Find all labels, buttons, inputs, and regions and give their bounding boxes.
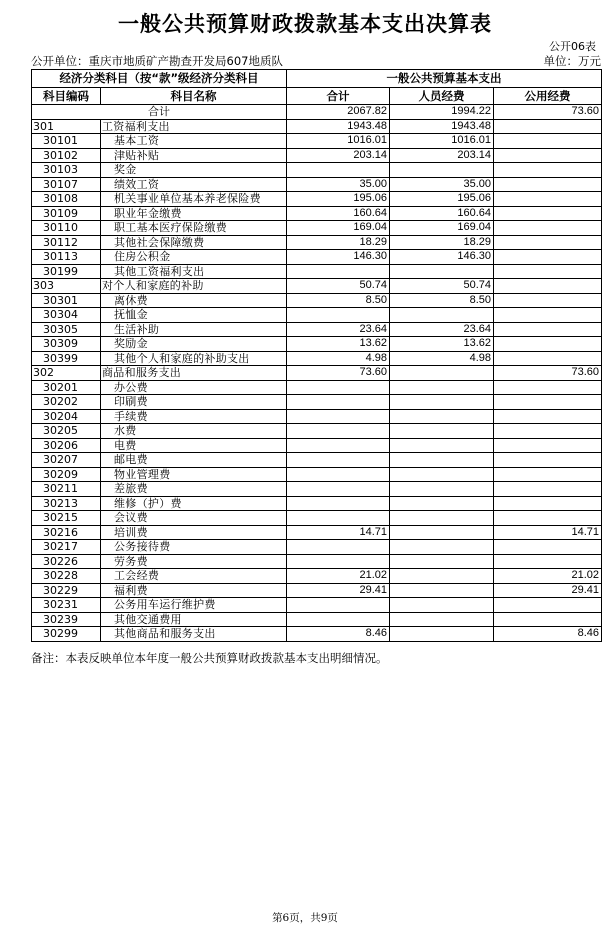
header-personnel: 人员经费: [390, 87, 494, 105]
row-personnel: 1016.01: [390, 134, 494, 149]
row-public: [494, 511, 602, 526]
page-footer: 第6页，共9页: [272, 912, 338, 924]
row-name: 办公费: [101, 380, 287, 395]
row-code: 30226: [32, 554, 101, 569]
row-name: 公务接待费: [101, 540, 287, 555]
row-public: [494, 612, 602, 627]
total-personnel: 1994.22: [390, 105, 494, 120]
row-public: [494, 279, 602, 294]
row-public: [494, 424, 602, 439]
row-public: [494, 496, 602, 511]
row-name: 奖金: [101, 163, 287, 178]
row-public: [494, 438, 602, 453]
row-personnel: [390, 366, 494, 381]
row-name: 商品和服务支出: [101, 366, 287, 381]
form-number: 公开06表: [549, 40, 596, 53]
row-total: [287, 264, 390, 279]
row-name: 绩效工资: [101, 177, 287, 192]
row-personnel: [390, 627, 494, 642]
header-public: 公用经费: [494, 87, 602, 105]
row-code: 30109: [32, 206, 101, 221]
row-total: 73.60: [287, 366, 390, 381]
row-public: [494, 395, 602, 410]
row-personnel: [390, 511, 494, 526]
table-row: [32, 221, 602, 236]
row-personnel: 195.06: [390, 192, 494, 207]
table-row: [32, 235, 602, 250]
table-row: [32, 264, 602, 279]
table-row: [32, 612, 602, 627]
table-row: [32, 496, 602, 511]
header-basic-expenditure: 一般公共预算基本支出: [287, 70, 602, 88]
table-row: [32, 293, 602, 308]
header-economic-classification: 经济分类科目（按“款”级经济分类科目: [32, 70, 287, 88]
row-code: 30239: [32, 612, 101, 627]
header-total: 合计: [287, 87, 390, 105]
row-public: 14.71: [494, 525, 602, 540]
header-code: 科目编码: [32, 87, 101, 105]
row-name: 印刷费: [101, 395, 287, 410]
row-total: [287, 554, 390, 569]
table-row: [32, 177, 602, 192]
row-code: 30213: [32, 496, 101, 511]
table-row: [32, 119, 602, 134]
row-public: [494, 235, 602, 250]
row-code: 30304: [32, 308, 101, 323]
row-code: 30112: [32, 235, 101, 250]
row-public: [494, 134, 602, 149]
row-personnel: 18.29: [390, 235, 494, 250]
row-code: 30209: [32, 467, 101, 482]
table-row: [32, 409, 602, 424]
row-total: [287, 163, 390, 178]
row-personnel: [390, 453, 494, 468]
row-public: [494, 482, 602, 497]
row-name: 物业管理费: [101, 467, 287, 482]
row-personnel: [390, 583, 494, 598]
row-total: [287, 409, 390, 424]
total-label: 合计: [32, 105, 287, 120]
table-row: [32, 192, 602, 207]
row-public: [494, 177, 602, 192]
table-row: [32, 337, 602, 352]
row-total: [287, 380, 390, 395]
row-name: 其他社会保障缴费: [101, 235, 287, 250]
row-code: 303: [32, 279, 101, 294]
row-total: [287, 540, 390, 555]
row-public: [494, 148, 602, 163]
table-row: [32, 395, 602, 410]
row-public: [494, 453, 602, 468]
row-personnel: 160.64: [390, 206, 494, 221]
row-code: 30108: [32, 192, 101, 207]
row-name: 培训费: [101, 525, 287, 540]
row-name: 劳务费: [101, 554, 287, 569]
row-public: [494, 337, 602, 352]
row-public: 73.60: [494, 366, 602, 381]
row-personnel: 50.74: [390, 279, 494, 294]
row-public: [494, 467, 602, 482]
table-row: [32, 453, 602, 468]
row-personnel: 169.04: [390, 221, 494, 236]
row-code: 30216: [32, 525, 101, 540]
row-public: [494, 380, 602, 395]
row-public: [494, 264, 602, 279]
row-name: 抚恤金: [101, 308, 287, 323]
row-name: 机关事业单位基本养老保险费: [101, 192, 287, 207]
row-personnel: 1943.48: [390, 119, 494, 134]
table-row: [32, 163, 602, 178]
row-total: 160.64: [287, 206, 390, 221]
row-code: 30231: [32, 598, 101, 613]
table-row: [32, 250, 602, 265]
row-public: [494, 293, 602, 308]
row-code: 30301: [32, 293, 101, 308]
row-total: [287, 453, 390, 468]
table-row: [32, 627, 602, 642]
row-total: 50.74: [287, 279, 390, 294]
row-code: 30103: [32, 163, 101, 178]
table-row: [32, 540, 602, 555]
table-row: [32, 424, 602, 439]
row-name: 离休费: [101, 293, 287, 308]
total-row: [32, 105, 602, 120]
row-name: 津贴补贴: [101, 148, 287, 163]
row-personnel: [390, 467, 494, 482]
row-code: 30101: [32, 134, 101, 149]
row-public: 21.02: [494, 569, 602, 584]
row-total: [287, 598, 390, 613]
row-personnel: [390, 612, 494, 627]
row-name: 职业年金缴费: [101, 206, 287, 221]
row-name: 福利费: [101, 583, 287, 598]
row-personnel: [390, 482, 494, 497]
row-name: 其他交通费用: [101, 612, 287, 627]
row-personnel: 203.14: [390, 148, 494, 163]
row-personnel: [390, 540, 494, 555]
table-row: [32, 482, 602, 497]
row-name: 生活补助: [101, 322, 287, 337]
row-code: 301: [32, 119, 101, 134]
row-total: [287, 438, 390, 453]
row-code: 30229: [32, 583, 101, 598]
row-personnel: 35.00: [390, 177, 494, 192]
row-total: [287, 511, 390, 526]
row-code: 30205: [32, 424, 101, 439]
table-row: [32, 322, 602, 337]
row-public: 8.46: [494, 627, 602, 642]
row-name: 其他个人和家庭的补助支出: [101, 351, 287, 366]
unit-row: [31, 53, 601, 67]
row-total: 169.04: [287, 221, 390, 236]
table-row: [32, 148, 602, 163]
row-code: 30201: [32, 380, 101, 395]
row-personnel: [390, 395, 494, 410]
row-name: 职工基本医疗保险缴费: [101, 221, 287, 236]
row-total: 35.00: [287, 177, 390, 192]
row-public: [494, 206, 602, 221]
row-name: 会议费: [101, 511, 287, 526]
row-code: 30228: [32, 569, 101, 584]
row-name: 邮电费: [101, 453, 287, 468]
row-code: 30110: [32, 221, 101, 236]
row-name: 其他商品和服务支出: [101, 627, 287, 642]
row-code: 30204: [32, 409, 101, 424]
table-row: [32, 598, 602, 613]
row-total: 1016.01: [287, 134, 390, 149]
row-total: [287, 395, 390, 410]
header-row-group: [32, 70, 602, 88]
row-public: [494, 221, 602, 236]
row-public: [494, 598, 602, 613]
money-unit-label: 单位：万元: [543, 54, 601, 68]
row-name: 水费: [101, 424, 287, 439]
row-total: [287, 424, 390, 439]
row-code: 30399: [32, 351, 101, 366]
row-name: 基本工资: [101, 134, 287, 149]
row-name: 对个人和家庭的补助: [101, 279, 287, 294]
row-code: 30305: [32, 322, 101, 337]
row-total: 146.30: [287, 250, 390, 265]
table-row: [32, 525, 602, 540]
row-name: 其他工资福利支出: [101, 264, 287, 279]
organization-label: 公开单位：重庆市地质矿产勘查开发局607地质队: [31, 54, 283, 68]
row-public: [494, 322, 602, 337]
table-body: [32, 105, 602, 642]
row-personnel: [390, 308, 494, 323]
row-total: 29.41: [287, 583, 390, 598]
row-total: 4.98: [287, 351, 390, 366]
row-total: 1943.48: [287, 119, 390, 134]
row-code: 30299: [32, 627, 101, 642]
row-personnel: [390, 264, 494, 279]
row-total: 23.64: [287, 322, 390, 337]
row-total: [287, 482, 390, 497]
row-code: 30207: [32, 453, 101, 468]
table-row: [32, 134, 602, 149]
row-name: 工会经费: [101, 569, 287, 584]
row-personnel: [390, 554, 494, 569]
row-total: 14.71: [287, 525, 390, 540]
page-title: 一般公共预算财政拨款基本支出决算表: [118, 12, 492, 36]
row-personnel: 13.62: [390, 337, 494, 352]
table-row: [32, 380, 602, 395]
row-code: 30102: [32, 148, 101, 163]
expenditure-table: [31, 69, 602, 642]
row-public: [494, 351, 602, 366]
total-amount: 2067.82: [287, 105, 390, 120]
header-row-columns: [32, 87, 602, 105]
row-personnel: 4.98: [390, 351, 494, 366]
row-code: 30217: [32, 540, 101, 555]
row-public: [494, 163, 602, 178]
row-name: 奖励金: [101, 337, 287, 352]
total-public: 73.60: [494, 105, 602, 120]
row-public: [494, 540, 602, 555]
row-personnel: 8.50: [390, 293, 494, 308]
table-row: [32, 438, 602, 453]
table-row: [32, 583, 602, 598]
row-name: 住房公积金: [101, 250, 287, 265]
row-total: 203.14: [287, 148, 390, 163]
row-personnel: [390, 380, 494, 395]
row-code: 30202: [32, 395, 101, 410]
row-personnel: 23.64: [390, 322, 494, 337]
row-public: [494, 250, 602, 265]
table-row: [32, 206, 602, 221]
row-public: [494, 192, 602, 207]
row-code: 302: [32, 366, 101, 381]
row-name: 差旅费: [101, 482, 287, 497]
row-personnel: [390, 163, 494, 178]
row-personnel: [390, 496, 494, 511]
row-personnel: [390, 409, 494, 424]
row-code: 30206: [32, 438, 101, 453]
row-total: 8.46: [287, 627, 390, 642]
row-code: 30199: [32, 264, 101, 279]
row-personnel: [390, 569, 494, 584]
table-row: [32, 554, 602, 569]
row-personnel: [390, 438, 494, 453]
row-code: 30215: [32, 511, 101, 526]
row-total: [287, 308, 390, 323]
table-row: [32, 467, 602, 482]
table-row: [32, 351, 602, 366]
row-personnel: [390, 424, 494, 439]
row-name: 工资福利支出: [101, 119, 287, 134]
header-name: 科目名称: [101, 87, 287, 105]
table-note: 备注：本表反映单位本年度一般公共预算财政拨款基本支出明细情况。: [31, 651, 388, 665]
row-public: 29.41: [494, 583, 602, 598]
row-total: [287, 496, 390, 511]
row-public: [494, 554, 602, 569]
row-public: [494, 409, 602, 424]
row-code: 30113: [32, 250, 101, 265]
row-total: 195.06: [287, 192, 390, 207]
row-total: 18.29: [287, 235, 390, 250]
table-row: [32, 308, 602, 323]
row-code: 30107: [32, 177, 101, 192]
row-code: 30211: [32, 482, 101, 497]
row-total: [287, 467, 390, 482]
row-personnel: 146.30: [390, 250, 494, 265]
row-personnel: [390, 525, 494, 540]
row-name: 公务用车运行维护费: [101, 598, 287, 613]
row-name: 维修（护）费: [101, 496, 287, 511]
row-total: 8.50: [287, 293, 390, 308]
table-row: [32, 511, 602, 526]
table-row: [32, 569, 602, 584]
row-code: 30309: [32, 337, 101, 352]
table-row: [32, 366, 602, 381]
table-row: [32, 279, 602, 294]
row-personnel: [390, 598, 494, 613]
row-name: 手续费: [101, 409, 287, 424]
row-public: [494, 308, 602, 323]
row-public: [494, 119, 602, 134]
row-total: 21.02: [287, 569, 390, 584]
row-name: 电费: [101, 438, 287, 453]
row-total: 13.62: [287, 337, 390, 352]
row-total: [287, 612, 390, 627]
